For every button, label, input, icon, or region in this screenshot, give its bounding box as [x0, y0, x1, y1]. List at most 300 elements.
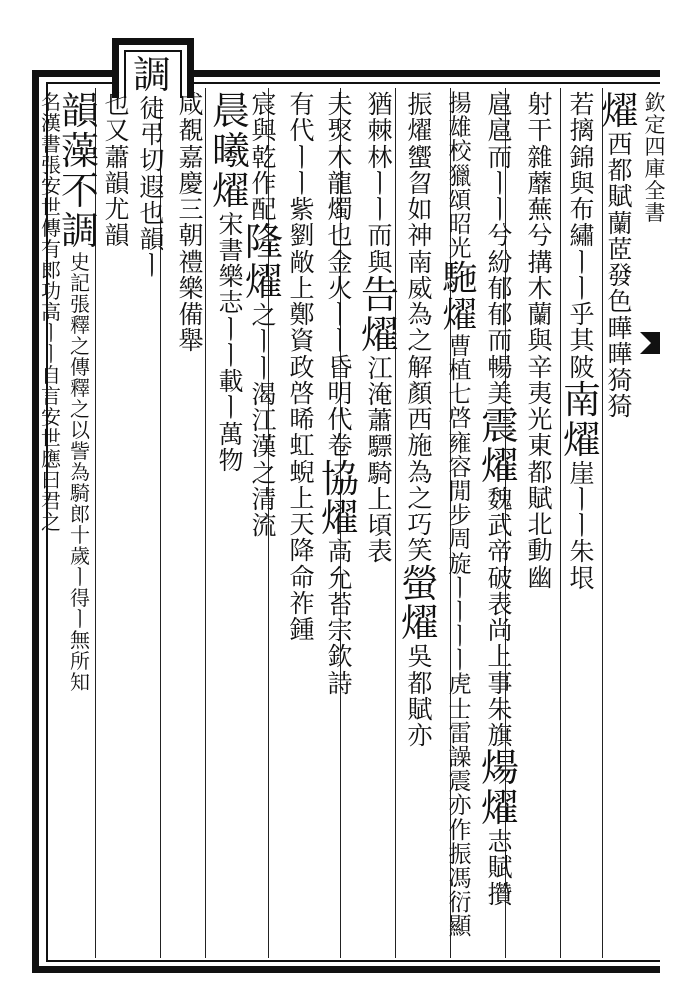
column-text — [172, 92, 210, 355]
glyph: 燿 — [407, 116, 433, 146]
glyph: 樂 — [218, 262, 244, 292]
glyph: 螢 — [400, 561, 439, 606]
glyph: 昭 — [448, 211, 472, 238]
glyph: 蜺 — [289, 457, 315, 487]
glyph: 與 — [569, 168, 595, 198]
glyph: 干 — [527, 116, 553, 146]
glyph: 上 — [289, 483, 315, 513]
glyph: 布 — [569, 195, 595, 224]
glyph: 燿 — [442, 295, 478, 337]
glyph: 賦 — [407, 694, 433, 724]
glyph: 明 — [327, 378, 353, 408]
glyph: 攢 — [487, 879, 513, 909]
glyph: ㅣ — [139, 251, 165, 281]
glyph: 猶 — [367, 90, 393, 119]
glyph: 與 — [367, 247, 393, 277]
glyph: 世 — [41, 426, 61, 450]
glyph: 扈 — [487, 90, 513, 119]
glyph: 解 — [407, 352, 433, 382]
glyph: 上 — [289, 273, 315, 303]
glyph: 雜 — [527, 142, 553, 172]
glyph: 笑 — [407, 536, 433, 566]
glyph: ㅣ — [41, 342, 61, 366]
glyph: 色 — [607, 287, 633, 317]
column-text — [562, 92, 602, 592]
glyph: 煬 — [480, 746, 519, 791]
glyph: 頌 — [448, 187, 472, 214]
glyph: 君 — [41, 489, 61, 513]
glyph: 之 — [251, 458, 277, 488]
glyph: 射 — [527, 90, 553, 119]
glyph: ㅣ — [487, 195, 513, 224]
glyph: 曄 — [607, 313, 633, 343]
glyph: ㅣ — [327, 300, 353, 329]
glyph: 咸 — [178, 90, 204, 119]
glyph: 得 — [70, 585, 90, 610]
glyph: 載 — [218, 367, 244, 397]
glyph: 志 — [218, 288, 244, 318]
glyph: 有 — [41, 237, 61, 261]
glyph: 木 — [527, 273, 553, 303]
glyph: 江 — [367, 353, 393, 383]
glyph: ㅣ — [70, 606, 90, 631]
glyph: 陂 — [569, 352, 595, 382]
glyph: 光 — [527, 405, 553, 434]
glyph: 雄 — [448, 115, 472, 142]
glyph: 幽 — [527, 562, 553, 592]
glyph: 衍 — [448, 890, 472, 917]
glyph: 欽 — [644, 91, 666, 115]
glyph: 馮 — [448, 865, 472, 892]
glyph: 棘 — [367, 116, 393, 146]
glyph: 自 — [41, 363, 61, 387]
glyph: 啓 — [289, 378, 315, 408]
glyph: 帝 — [487, 537, 513, 567]
glyph: 震 — [448, 769, 472, 796]
glyph: 書 — [218, 235, 244, 265]
glyph: 書 — [41, 132, 61, 156]
glyph: 武 — [487, 511, 513, 541]
glyph: 錦 — [569, 142, 595, 172]
glyph: 郎 — [41, 258, 61, 282]
glyph: 尤 — [104, 195, 130, 224]
glyph: ㅣ — [251, 353, 277, 383]
glyph: 記 — [70, 270, 90, 295]
glyph: 魏 — [487, 484, 513, 514]
glyph: 高 — [327, 537, 353, 567]
glyph: 郎 — [70, 501, 90, 526]
glyph: ㅣ — [251, 327, 277, 357]
glyph: 切 — [139, 146, 165, 176]
column-text — [320, 92, 360, 697]
glyph: 虹 — [289, 431, 315, 461]
glyph: 允 — [327, 563, 353, 593]
glyph: 紛 — [487, 247, 513, 277]
glyph: ㅣ — [448, 648, 472, 675]
glyph: 晨 — [212, 89, 251, 133]
glyph: 猗 — [607, 392, 633, 422]
glyph: 燿 — [400, 601, 439, 646]
glyph: 周 — [448, 527, 472, 554]
glyph: 其 — [569, 326, 595, 356]
glyph: 乾 — [251, 142, 277, 172]
glyph: 晞 — [289, 405, 315, 434]
glyph: 㷅 — [327, 116, 353, 146]
glyph: 旋 — [448, 551, 472, 578]
glyph: 扈 — [487, 116, 513, 146]
glyph: 覩 — [178, 116, 204, 146]
glyph: 之 — [41, 510, 61, 534]
glyph: 韻 — [104, 168, 130, 198]
glyph: 曦 — [212, 128, 251, 173]
glyph: 為 — [407, 300, 433, 329]
glyph: 兮 — [527, 221, 553, 251]
glyph: 備 — [178, 300, 204, 329]
glyph: 駞 — [442, 258, 478, 300]
glyph: 郁 — [487, 300, 513, 329]
glyph: 閒 — [448, 478, 472, 505]
glyph: 江 — [251, 406, 277, 436]
glyph: 如 — [407, 195, 433, 224]
glyph: ㅣ — [218, 393, 244, 423]
glyph: 旗 — [487, 721, 513, 751]
glyph: ㅣ — [327, 326, 353, 356]
glyph: 吳 — [407, 642, 433, 672]
glyph: 而 — [487, 142, 513, 172]
glyph: 之 — [70, 396, 90, 421]
glyph: 曶 — [407, 168, 433, 198]
glyph: 茝 — [607, 234, 633, 264]
glyph: 朱 — [569, 537, 595, 567]
glyph: 燿 — [360, 312, 399, 357]
glyph: 配 — [251, 195, 277, 224]
glyph: 事 — [487, 668, 513, 698]
glyph: 夷 — [527, 378, 553, 408]
glyph: 政 — [289, 352, 315, 382]
glyph: 南 — [562, 377, 601, 422]
glyph: 賦 — [527, 483, 553, 513]
glyph: 也 — [139, 198, 165, 228]
column-text — [520, 92, 560, 591]
glyph: 崖 — [569, 458, 595, 488]
glyph: 淹 — [367, 379, 393, 409]
glyph: 火 — [327, 273, 353, 303]
column-text — [61, 89, 100, 694]
column-text — [245, 92, 283, 539]
glyph: 表 — [367, 537, 393, 567]
glyph: 若 — [569, 90, 595, 119]
glyph: 也 — [327, 221, 353, 251]
glyph: ㅣ — [289, 168, 315, 198]
glyph: ㅣ — [569, 484, 595, 514]
column-book-title — [640, 92, 670, 224]
glyph: 燿 — [245, 260, 284, 305]
glyph: 四 — [644, 135, 666, 160]
column-text — [283, 92, 321, 643]
glyph: 南 — [407, 247, 433, 277]
glyph: 賦 — [607, 182, 633, 212]
glyph: 劉 — [289, 221, 315, 251]
glyph: 破 — [487, 563, 513, 593]
glyph: 紫 — [289, 195, 315, 224]
glyph: 蘼 — [527, 168, 553, 198]
glyph: ㅣ — [41, 321, 61, 345]
column-text — [400, 92, 440, 749]
glyph: 暢 — [487, 352, 513, 382]
glyph: 知 — [70, 669, 90, 694]
glyph: 神 — [407, 221, 433, 251]
glyph: 啓 — [448, 406, 472, 433]
glyph: 漢 — [41, 111, 61, 135]
glyph: 燭 — [327, 195, 353, 224]
glyph: 蠁 — [407, 142, 433, 172]
glyph: 都 — [607, 156, 633, 186]
glyph: 蘭 — [527, 300, 553, 329]
column-text — [212, 89, 251, 475]
glyph: 宋 — [218, 209, 244, 239]
glyph: ㅣ — [448, 624, 472, 651]
glyph: 為 — [70, 459, 90, 484]
glyph: 施 — [407, 431, 433, 461]
column-text — [360, 92, 400, 566]
glyph: 與 — [251, 116, 277, 146]
glyph: 七 — [448, 382, 472, 409]
glyph: 敞 — [289, 247, 315, 277]
glyph: ㅣ — [569, 511, 595, 541]
glyph: 辛 — [527, 352, 553, 382]
glyph: 又 — [104, 116, 130, 146]
glyph: 命 — [289, 562, 315, 592]
glyph: 禮 — [178, 247, 204, 277]
glyph: 與 — [527, 326, 553, 356]
glyph: 不 — [61, 168, 100, 213]
glyph: 有 — [289, 90, 315, 119]
glyph: 之 — [407, 326, 433, 356]
glyph: 燿 — [600, 89, 639, 133]
glyph: 容 — [448, 454, 472, 481]
glyph: 訾 — [70, 438, 90, 463]
glyph: 舉 — [178, 326, 204, 356]
glyph: 尚 — [487, 616, 513, 646]
column-separator — [560, 88, 561, 958]
glyph: 韻 — [104, 221, 130, 251]
glyph: 雍 — [448, 430, 472, 457]
glyph: 校 — [448, 139, 472, 166]
glyph: 林 — [367, 142, 393, 172]
glyph: 顯 — [448, 914, 472, 941]
glyph: ㅣ — [367, 195, 393, 224]
glyph: 振 — [448, 841, 472, 868]
glyph: 燿 — [320, 496, 359, 541]
glyph: 之 — [70, 333, 90, 358]
glyph: 張 — [41, 153, 61, 177]
glyph: ㅣ — [448, 599, 472, 626]
glyph: 燿 — [562, 417, 601, 462]
column-text — [480, 92, 520, 908]
column-text — [40, 92, 62, 533]
glyph: 樂 — [178, 273, 204, 303]
glyph: 告 — [360, 272, 399, 317]
glyph: 調 — [61, 208, 100, 253]
glyph: 韻 — [139, 225, 165, 255]
glyph: 隆 — [245, 220, 284, 265]
glyph: 垠 — [569, 563, 595, 593]
glyph: 上 — [487, 642, 513, 672]
glyph: 而 — [367, 221, 393, 251]
glyph: 頃 — [367, 511, 393, 541]
glyph: 燿 — [480, 443, 519, 488]
glyph: 騎 — [367, 458, 393, 488]
glyph: 郁 — [487, 273, 513, 303]
glyph: 燿 — [212, 168, 251, 213]
glyph: 蕪 — [527, 195, 553, 224]
glyph: 世 — [41, 195, 61, 219]
glyph: 作 — [251, 168, 277, 198]
glyph: ㅣ — [70, 564, 90, 589]
glyph: 協 — [320, 456, 359, 501]
glyph: 威 — [407, 273, 433, 303]
glyph: 乎 — [569, 300, 595, 329]
glyph: 志 — [487, 827, 513, 857]
glyph: 振 — [407, 90, 433, 119]
glyph: 天 — [289, 510, 315, 539]
glyph: 鄭 — [289, 300, 315, 329]
glyph: 以 — [70, 417, 90, 442]
glyph: 代 — [327, 405, 353, 434]
glyph: 摛 — [569, 116, 595, 146]
glyph: 虎 — [448, 672, 472, 699]
glyph: 安 — [41, 174, 61, 198]
column-text — [600, 89, 640, 422]
glyph: ㅣ — [367, 168, 393, 198]
glyph: 名 — [41, 90, 61, 114]
glyph: 搆 — [527, 247, 553, 277]
glyph: 宗 — [327, 616, 353, 646]
glyph: 雷 — [448, 720, 472, 747]
glyph: 也 — [104, 90, 130, 119]
glyph: ㅣ — [289, 142, 315, 172]
column-heading-entry — [132, 53, 172, 281]
glyph: 史 — [70, 249, 90, 274]
glyph: 發 — [607, 261, 633, 291]
glyph: 繡 — [569, 221, 595, 251]
glyph: 顏 — [407, 378, 433, 408]
glyph: 庫 — [644, 157, 666, 182]
glyph: 言 — [41, 384, 61, 408]
glyph: 流 — [251, 511, 277, 541]
glyph: 燿 — [480, 786, 519, 831]
glyph: 朝 — [178, 221, 204, 251]
glyph: 降 — [289, 536, 315, 566]
glyph: 譟 — [448, 745, 472, 772]
glyph: 獵 — [448, 163, 472, 190]
glyph: 作 — [448, 817, 472, 844]
glyph: 釋 — [70, 375, 90, 400]
glyph: 兮 — [487, 221, 513, 251]
glyph: ㅣ — [448, 575, 472, 602]
glyph: 萬 — [218, 419, 244, 449]
glyph: 高 — [41, 300, 61, 324]
glyph: 賦 — [487, 853, 513, 883]
glyph: 西 — [607, 129, 633, 159]
glyph: 渴 — [251, 379, 277, 409]
glyph: 都 — [407, 668, 433, 698]
glyph: 曄 — [607, 339, 633, 369]
glyph: 巧 — [407, 510, 433, 539]
glyph: 功 — [41, 279, 61, 303]
glyph: 徒 — [139, 93, 165, 123]
glyph: 曹 — [448, 333, 472, 360]
glyph: 釋 — [70, 312, 90, 337]
glyph: 上 — [367, 484, 393, 514]
glyph: 調 — [132, 53, 171, 97]
glyph: 金 — [327, 247, 353, 277]
glyph: 蕭 — [367, 406, 393, 436]
glyph: 清 — [251, 484, 277, 514]
glyph: 韻 — [61, 89, 100, 133]
glyph: 亦 — [407, 721, 433, 751]
glyph: 士 — [448, 696, 472, 723]
glyph: 三 — [178, 195, 204, 224]
glyph: 漢 — [251, 432, 277, 462]
glyph: ㅣ — [487, 168, 513, 198]
glyph: 西 — [407, 405, 433, 434]
glyph: 藻 — [61, 128, 100, 173]
glyph: 資 — [289, 326, 315, 356]
glyph: 表 — [487, 589, 513, 619]
glyph: 龍 — [327, 168, 353, 198]
glyph: 傳 — [41, 216, 61, 240]
glyph: ㅣ — [218, 314, 244, 344]
glyph: 揚 — [448, 91, 472, 117]
glyph: 宸 — [251, 90, 277, 119]
glyph: 張 — [70, 291, 90, 316]
glyph: 木 — [327, 142, 353, 172]
glyph: 詩 — [327, 668, 353, 698]
glyph: 慶 — [178, 168, 204, 198]
glyph: 十 — [70, 522, 90, 547]
glyph: 為 — [407, 457, 433, 487]
glyph: 弔 — [139, 120, 165, 150]
glyph: 植 — [448, 358, 472, 385]
glyph: 騎 — [70, 480, 90, 505]
glyph: 夫 — [327, 90, 353, 119]
glyph: 應 — [41, 447, 61, 471]
glyph: 苔 — [327, 589, 353, 619]
glyph: 步 — [448, 503, 472, 530]
glyph: 遐 — [139, 172, 165, 202]
glyph: 卷 — [327, 431, 353, 461]
glyph: 蘭 — [607, 208, 633, 238]
glyph: 鍾 — [289, 615, 315, 644]
glyph: 之 — [407, 483, 433, 513]
glyph: 定 — [644, 113, 666, 138]
glyph: 嘉 — [178, 142, 204, 172]
glyph: 都 — [527, 457, 553, 487]
glyph: 欽 — [327, 642, 353, 672]
glyph: 所 — [70, 648, 90, 673]
glyph: 東 — [527, 431, 553, 461]
glyph: 光 — [448, 236, 472, 263]
glyph: 朱 — [487, 694, 513, 724]
column-text — [440, 92, 480, 940]
glyph: 歲 — [70, 543, 90, 568]
glyph: 北 — [527, 510, 553, 539]
glyph: 猗 — [607, 366, 633, 396]
glyph: 動 — [527, 536, 553, 566]
glyph: 而 — [487, 326, 513, 356]
glyph: 祚 — [289, 588, 315, 618]
